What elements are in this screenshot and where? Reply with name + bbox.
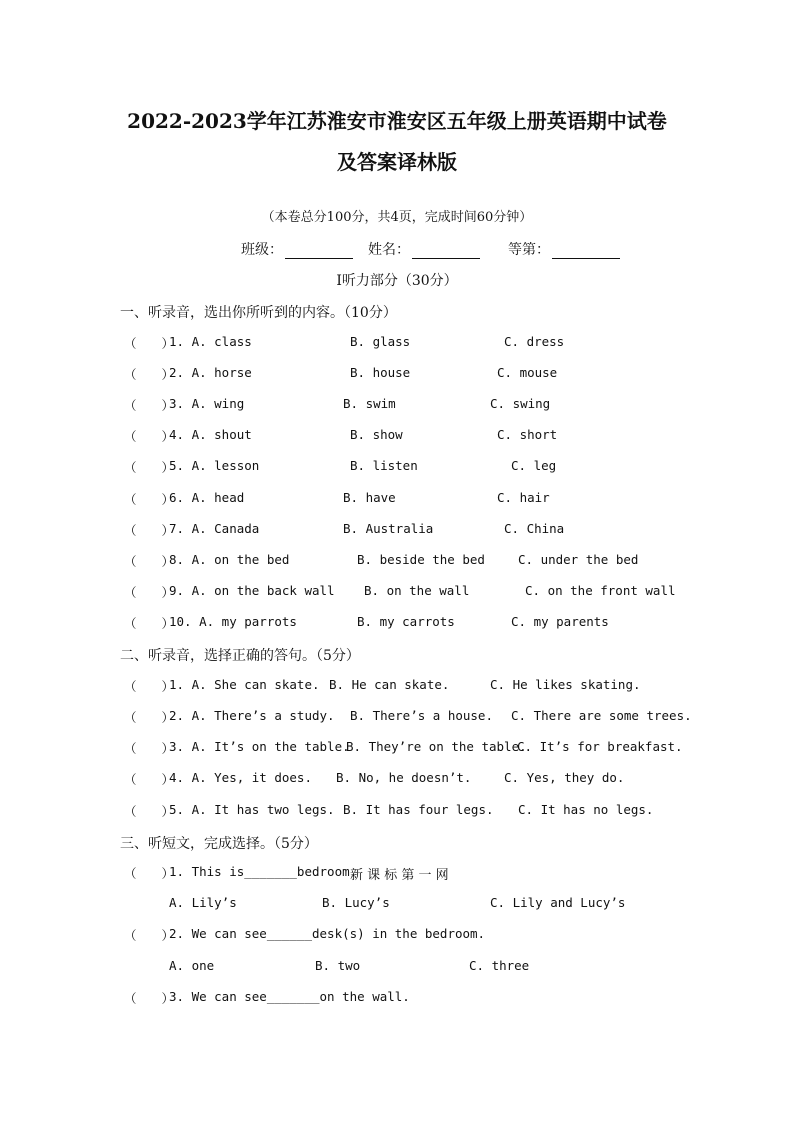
s2-question-5 <box>0 802 794 822</box>
answer-paren[interactable]: （ ） <box>124 772 175 787</box>
option-c: C. He likes skating. <box>490 677 641 692</box>
answer-paren[interactable]: （ ） <box>124 460 175 475</box>
s1-question-6 <box>0 490 794 510</box>
answer-paren[interactable]: （ ） <box>124 336 175 351</box>
answer-paren[interactable]: （ ） <box>124 616 175 631</box>
class-field <box>241 239 353 259</box>
option-a: 7. A. Canada <box>169 521 260 536</box>
option-c: C. mouse <box>497 365 558 380</box>
s1-question-9 <box>0 583 794 603</box>
answer-paren[interactable]: （ ） <box>124 429 175 444</box>
option-a: 2. A. There’s a study. <box>169 708 335 723</box>
section3-title: 三、听短文，完成选择。（5分） <box>120 836 318 852</box>
option-a: 5. A. lesson <box>169 458 260 473</box>
answer-paren[interactable]: （ ） <box>124 492 175 507</box>
option-a: 1. A. class <box>169 334 252 349</box>
option-b: B. There’s a house. <box>350 708 493 723</box>
s2-question-3 <box>0 739 794 759</box>
option-c: C. There are some trees. <box>511 708 692 723</box>
name-label: 姓名： <box>368 242 410 258</box>
answer-paren[interactable]: （ ） <box>124 585 175 600</box>
option-c: C. hair <box>497 490 550 505</box>
option-b: B. No, he doesn’t. <box>336 770 472 785</box>
answer-paren[interactable]: （ ） <box>124 804 175 819</box>
option-c: C. Yes, they do. <box>504 770 625 785</box>
s2-question-1 <box>0 677 794 697</box>
s1-question-10 <box>0 614 794 634</box>
option-c: C. China <box>504 521 565 536</box>
s1-question-1 <box>0 334 794 354</box>
option-b: B. They’re on the table. <box>346 739 527 754</box>
option-b: B. It has four legs. <box>343 802 494 817</box>
option-b: B. house <box>350 365 411 380</box>
answer-paren[interactable]: （ ） <box>124 928 175 943</box>
option-a: 3. A. wing <box>169 396 245 411</box>
option-a: 9. A. on the back wall <box>169 583 335 598</box>
s1-question-7 <box>0 521 794 541</box>
option-b: B. have <box>343 490 396 505</box>
class-label: 班级： <box>241 242 283 258</box>
section1-title: 一、听录音，选出你所听到的内容。（10分） <box>120 305 397 321</box>
option-a: 10. A. my parrots <box>169 614 297 629</box>
s1-question-8 <box>0 552 794 572</box>
question-stem: 1. This is_______bedroom. <box>169 864 358 879</box>
option-a: 1. A. She can skate. <box>169 677 320 692</box>
option-a: 2. A. horse <box>169 365 252 380</box>
option-a: 6. A. head <box>169 490 245 505</box>
option-c: C. short <box>497 427 558 442</box>
name-field <box>368 239 480 259</box>
s1-question-2 <box>0 365 794 385</box>
option-c: C. on the front wall <box>525 583 676 598</box>
question-stem: 3. We can see_______on the wall. <box>169 989 410 1004</box>
option-b: B. beside the bed <box>357 552 485 567</box>
answer-paren[interactable]: （ ） <box>124 523 175 538</box>
option-b: B. listen <box>350 458 418 473</box>
grade-blank[interactable] <box>552 244 620 259</box>
exam-subtitle: （本卷总分100分，共4页，完成时间60分钟） <box>261 210 533 225</box>
option-b: B. show <box>350 427 403 442</box>
s3-question-2 <box>0 926 794 946</box>
option-c: C. leg <box>511 458 557 473</box>
option-b: B. glass <box>350 334 411 349</box>
name-blank[interactable] <box>412 244 480 259</box>
grade-label: 等第： <box>508 242 550 258</box>
option-b: B. swim <box>343 396 396 411</box>
answer-paren[interactable]: （ ） <box>124 710 175 725</box>
s1-question-5 <box>0 458 794 478</box>
option-b: B. He can skate. <box>329 677 450 692</box>
option-a: 4. A. Yes, it does. <box>169 770 312 785</box>
exam-title-line1: 2022-2023学年江苏淮安市淮安区五年级上册英语期中试卷 <box>127 109 667 133</box>
option-b: B. on the wall <box>364 583 470 598</box>
option-a: 8. A. on the bed <box>169 552 290 567</box>
option-b: B. Lucy’s <box>322 895 390 910</box>
option-c: C. three <box>469 958 530 973</box>
option-c: C. my parents <box>511 614 609 629</box>
listening-part-title: I听力部分（30分） <box>336 273 458 289</box>
option-a: 5. A. It has two legs. <box>169 802 335 817</box>
grade-field <box>508 239 620 259</box>
s3-question-3 <box>0 989 794 1009</box>
option-c: C. It’s for breakfast. <box>517 739 683 754</box>
s3-question-1-options <box>0 895 794 915</box>
s3-question-1 <box>0 864 794 884</box>
answer-paren[interactable]: （ ） <box>124 398 175 413</box>
s1-question-4 <box>0 427 794 447</box>
option-a: A. Lily’s <box>169 895 237 910</box>
section2-title: 二、听录音，选择正确的答句。（5分） <box>120 648 360 664</box>
option-c: C. dress <box>504 334 565 349</box>
s1-question-3 <box>0 396 794 416</box>
option-a: A. one <box>169 958 215 973</box>
option-b: B. my carrots <box>357 614 455 629</box>
class-blank[interactable] <box>285 244 353 259</box>
answer-paren[interactable]: （ ） <box>124 866 175 881</box>
option-a: 3. A. It’s on the table. <box>169 739 350 754</box>
question-stem: 2. We can see______desk(s) in the bedroom. <box>169 926 486 941</box>
option-c: C. It has no legs. <box>518 802 654 817</box>
option-a: 4. A. shout <box>169 427 252 442</box>
answer-paren[interactable]: （ ） <box>124 741 175 756</box>
option-c: C. under the bed <box>518 552 639 567</box>
answer-paren[interactable]: （ ） <box>124 679 175 694</box>
option-b: B. two <box>315 958 361 973</box>
s3-question-2-options <box>0 958 794 978</box>
s2-question-4 <box>0 770 794 790</box>
option-c: C. swing <box>490 396 551 411</box>
option-c: C. Lily and Lucy’s <box>490 895 626 910</box>
exam-title-line2: 及答案译林版 <box>337 150 457 174</box>
answer-paren[interactable]: （ ） <box>124 991 175 1006</box>
answer-paren[interactable]: （ ） <box>124 367 175 382</box>
s2-question-2 <box>0 708 794 728</box>
option-b: B. Australia <box>343 521 434 536</box>
watermark-text: 新 课 标 第 一 网 <box>350 868 449 883</box>
answer-paren[interactable]: （ ） <box>124 554 175 569</box>
